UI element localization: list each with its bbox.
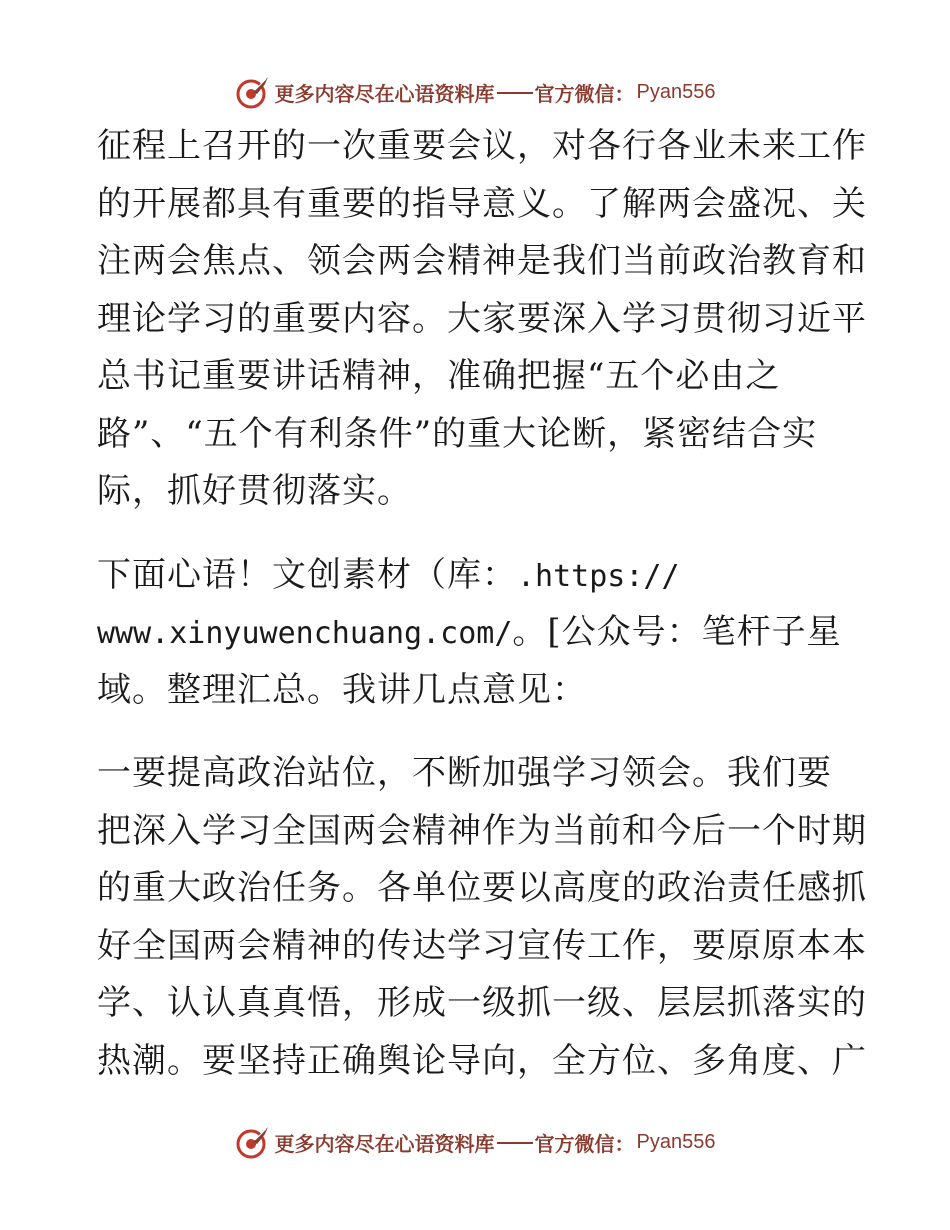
header-brand: 更多内容尽在心语资料库	[274, 81, 495, 106]
text-span: 。[公众号：笔杆子星	[512, 612, 842, 652]
text-line: 一要提高政治站位，不断加强学习领会。我们要	[97, 753, 832, 793]
header-wechat-id: Pyan556	[636, 80, 716, 103]
text-line: 的开展都具有重要的指导意义。了解两会盛况、关	[97, 183, 867, 224]
quill-pen-logo-icon	[235, 1124, 271, 1160]
text-line: 热潮。要坚持正确舆论导向，全方位、多角度、广	[97, 1040, 867, 1081]
text-line: 学、认认真真悟，形成一级抓一级、层层抓落实的	[97, 983, 867, 1023]
text-line: 好全国两会精神的传达学习宣传工作，要原原本本	[97, 925, 867, 966]
text-line: 把深入学习全国两会精神作为当前和今后一个时期	[97, 810, 867, 851]
text-line	[97, 604, 857, 662]
quill-pen-logo-icon	[235, 74, 271, 110]
text-span: 下面心语！文创素材（库：	[97, 554, 517, 595]
footer-brand: 更多内容尽在心语资料库	[274, 1131, 495, 1156]
text-line: 总书记重要讲话精神，准确把握“五个必由之	[97, 356, 781, 396]
footer-dash	[497, 1142, 533, 1144]
text-line: 征程上召开的一次重要会议，对各行各业未来工作	[97, 126, 867, 166]
footer-official-label: 官方微信：	[534, 1131, 635, 1156]
url-text: .https://	[517, 558, 680, 594]
url-text: www.xinyuwenchuang.com/	[97, 616, 513, 651]
footer-wechat-id: Pyan556	[636, 1130, 716, 1153]
header-dash	[497, 92, 533, 94]
document-body	[97, 118, 867, 1090]
footer-banner	[0, 1122, 950, 1162]
paragraph-2	[97, 547, 857, 720]
text-line: 际，抓好贯彻落实。	[97, 471, 412, 511]
text-line: 的重大政治任务。各单位要以高度的政治责任感抓	[97, 868, 867, 908]
text-line: 理论学习的重要内容。大家要深入学习贯彻习近平	[97, 298, 867, 339]
header-official-label: 官方微信：	[534, 81, 635, 106]
header-banner	[0, 72, 950, 112]
paragraph-1	[97, 118, 867, 521]
paragraph-3	[97, 745, 867, 1090]
text-line	[97, 547, 857, 605]
text-line: 路”、“五个有利条件”的重大论断，紧密结合实	[97, 413, 818, 454]
text-line: 注两会焦点、领会两会精神是我们当前政治教育和	[97, 241, 867, 281]
text-line: 域。整理汇总。我讲几点意见：	[97, 669, 587, 710]
